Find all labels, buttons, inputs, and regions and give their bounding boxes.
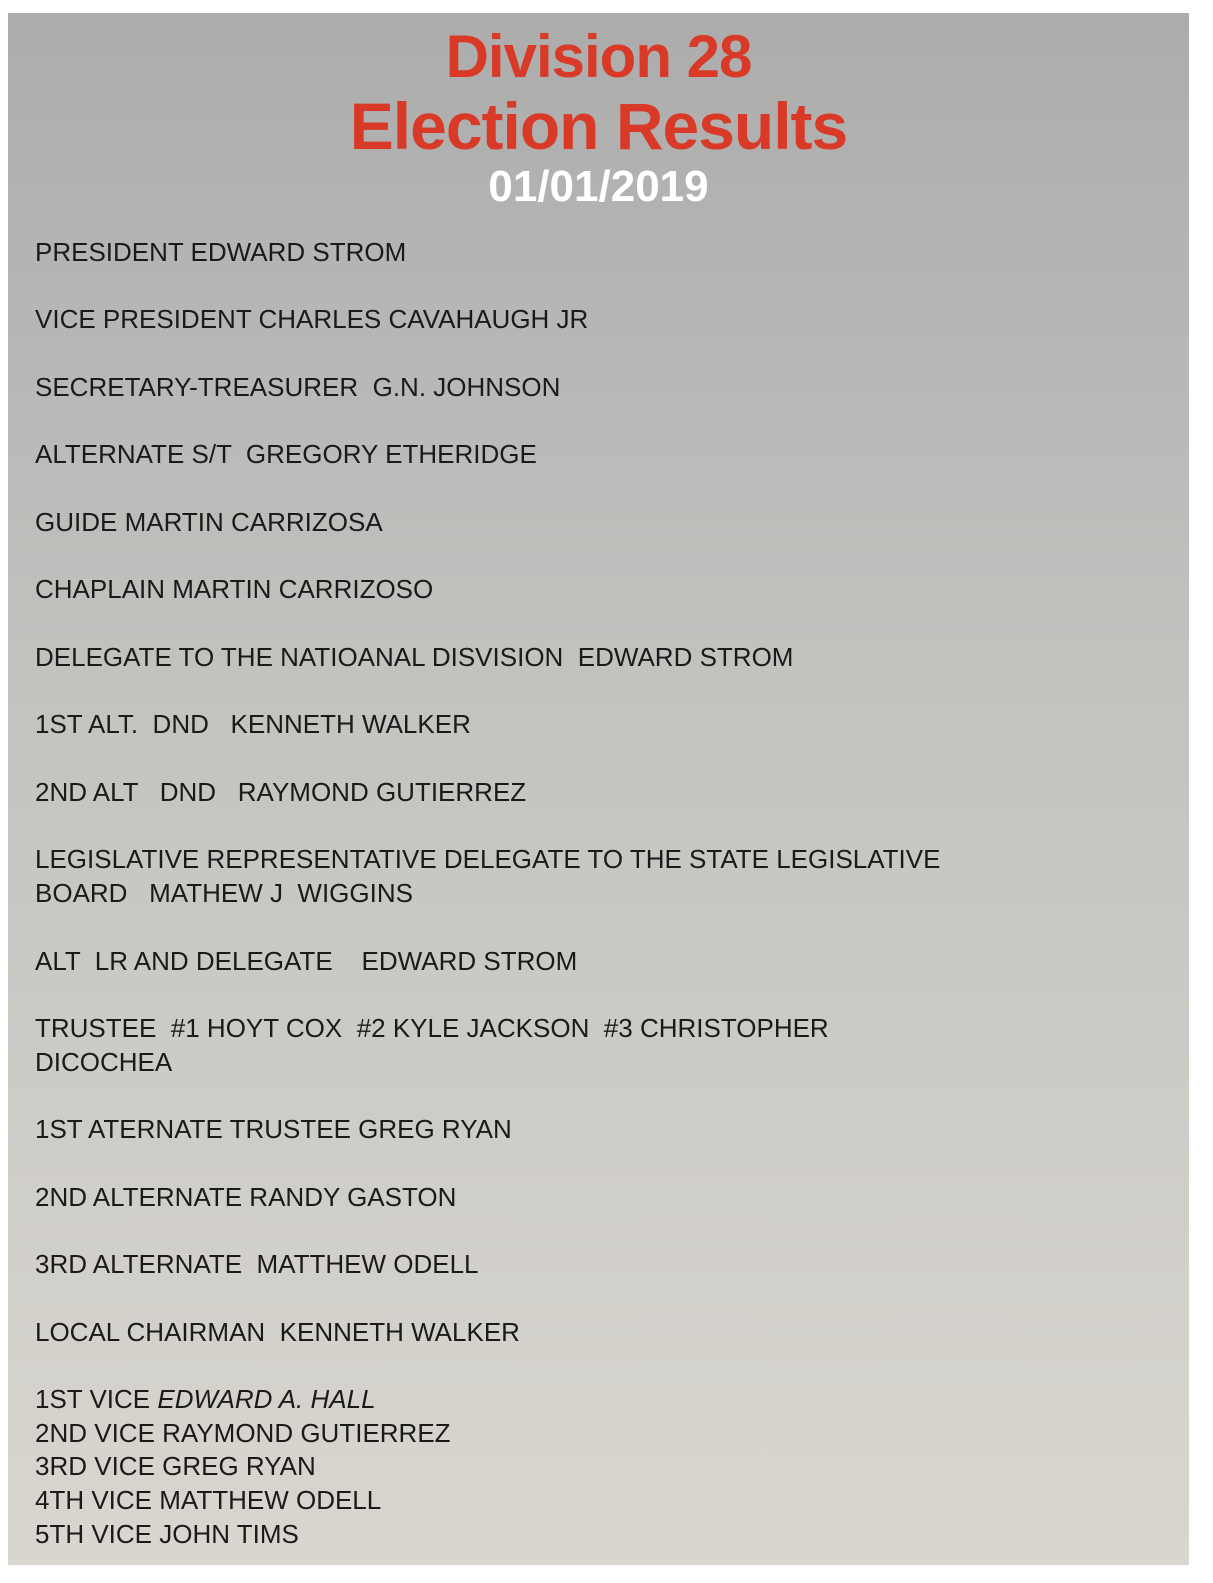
entry-alternate-st: ALTERNATE S/T GREGORY ETHERIDGE	[35, 439, 537, 469]
entry-guide: GUIDE MARTIN CARRIZOSA	[35, 507, 383, 537]
vice-rank-label: 1ST VICE	[35, 1384, 158, 1414]
entry-4th-vice: 4TH VICE MATTHEW ODELL	[35, 1485, 382, 1515]
entry-local-chairman: LOCAL CHAIRMAN KENNETH WALKER	[35, 1317, 520, 1347]
vice-name: EDWARD A. HALL	[157, 1384, 376, 1414]
results-list	[35, 223, 1155, 1549]
entry-3rd-vice: 3RD VICE GREG RYAN	[35, 1451, 316, 1481]
entry-trustees-line1: TRUSTEE #1 HOYT COX #2 KYLE JACKSON #3 CHRISTOPHER	[35, 1013, 829, 1043]
title-election-results: Election Results	[349, 89, 848, 163]
entry-legislative-rep-line2: BOARD MATHEW J WIGGINS	[35, 878, 413, 908]
entry-3rd-alternate: 3RD ALTERNATE MATTHEW ODELL	[35, 1249, 479, 1279]
entry-2nd-vice: 2ND VICE RAYMOND GUTIERREZ	[35, 1418, 451, 1448]
entry-vice-president: VICE PRESIDENT CHARLES CAVAHAUGH JR	[35, 304, 589, 334]
entry-trustees-line2: DICOCHEA	[35, 1047, 173, 1077]
entry-chaplain: CHAPLAIN MARTIN CARRIZOSO	[35, 574, 434, 604]
entry-2nd-alternate: 2ND ALTERNATE RANDY GASTON	[35, 1182, 457, 1212]
entry-2nd-alt-dnd: 2ND ALT DND RAYMOND GUTIERREZ	[35, 777, 527, 807]
entry-delegate-national: DELEGATE TO THE NATIOANAL DISVISION EDWARD STROM	[35, 642, 794, 672]
results-sheet	[8, 13, 1189, 1565]
entry-secretary-treasurer: SECRETARY-TREASURER G.N. JOHNSON	[35, 372, 561, 402]
entry-1st-vice	[35, 1382, 376, 1416]
entry-legislative-rep-line1: LEGISLATIVE REPRESENTATIVE DELEGATE TO THE STATE LEGISLATIVE	[35, 844, 941, 874]
title-division: Division 28	[445, 23, 752, 90]
entry-1st-alt-dnd: 1ST ALT. DND KENNETH WALKER	[35, 709, 471, 739]
entry-5th-vice: 5TH VICE JOHN TIMS	[35, 1519, 299, 1549]
entry-president: PRESIDENT EDWARD STROM	[35, 237, 407, 267]
entry-1st-alternate-trustee: 1ST ATERNATE TRUSTEE GREG RYAN	[35, 1114, 512, 1144]
election-date: 01/01/2019	[488, 162, 709, 211]
entry-alt-lr-delegate: ALT LR AND DELEGATE EDWARD STROM	[35, 946, 578, 976]
